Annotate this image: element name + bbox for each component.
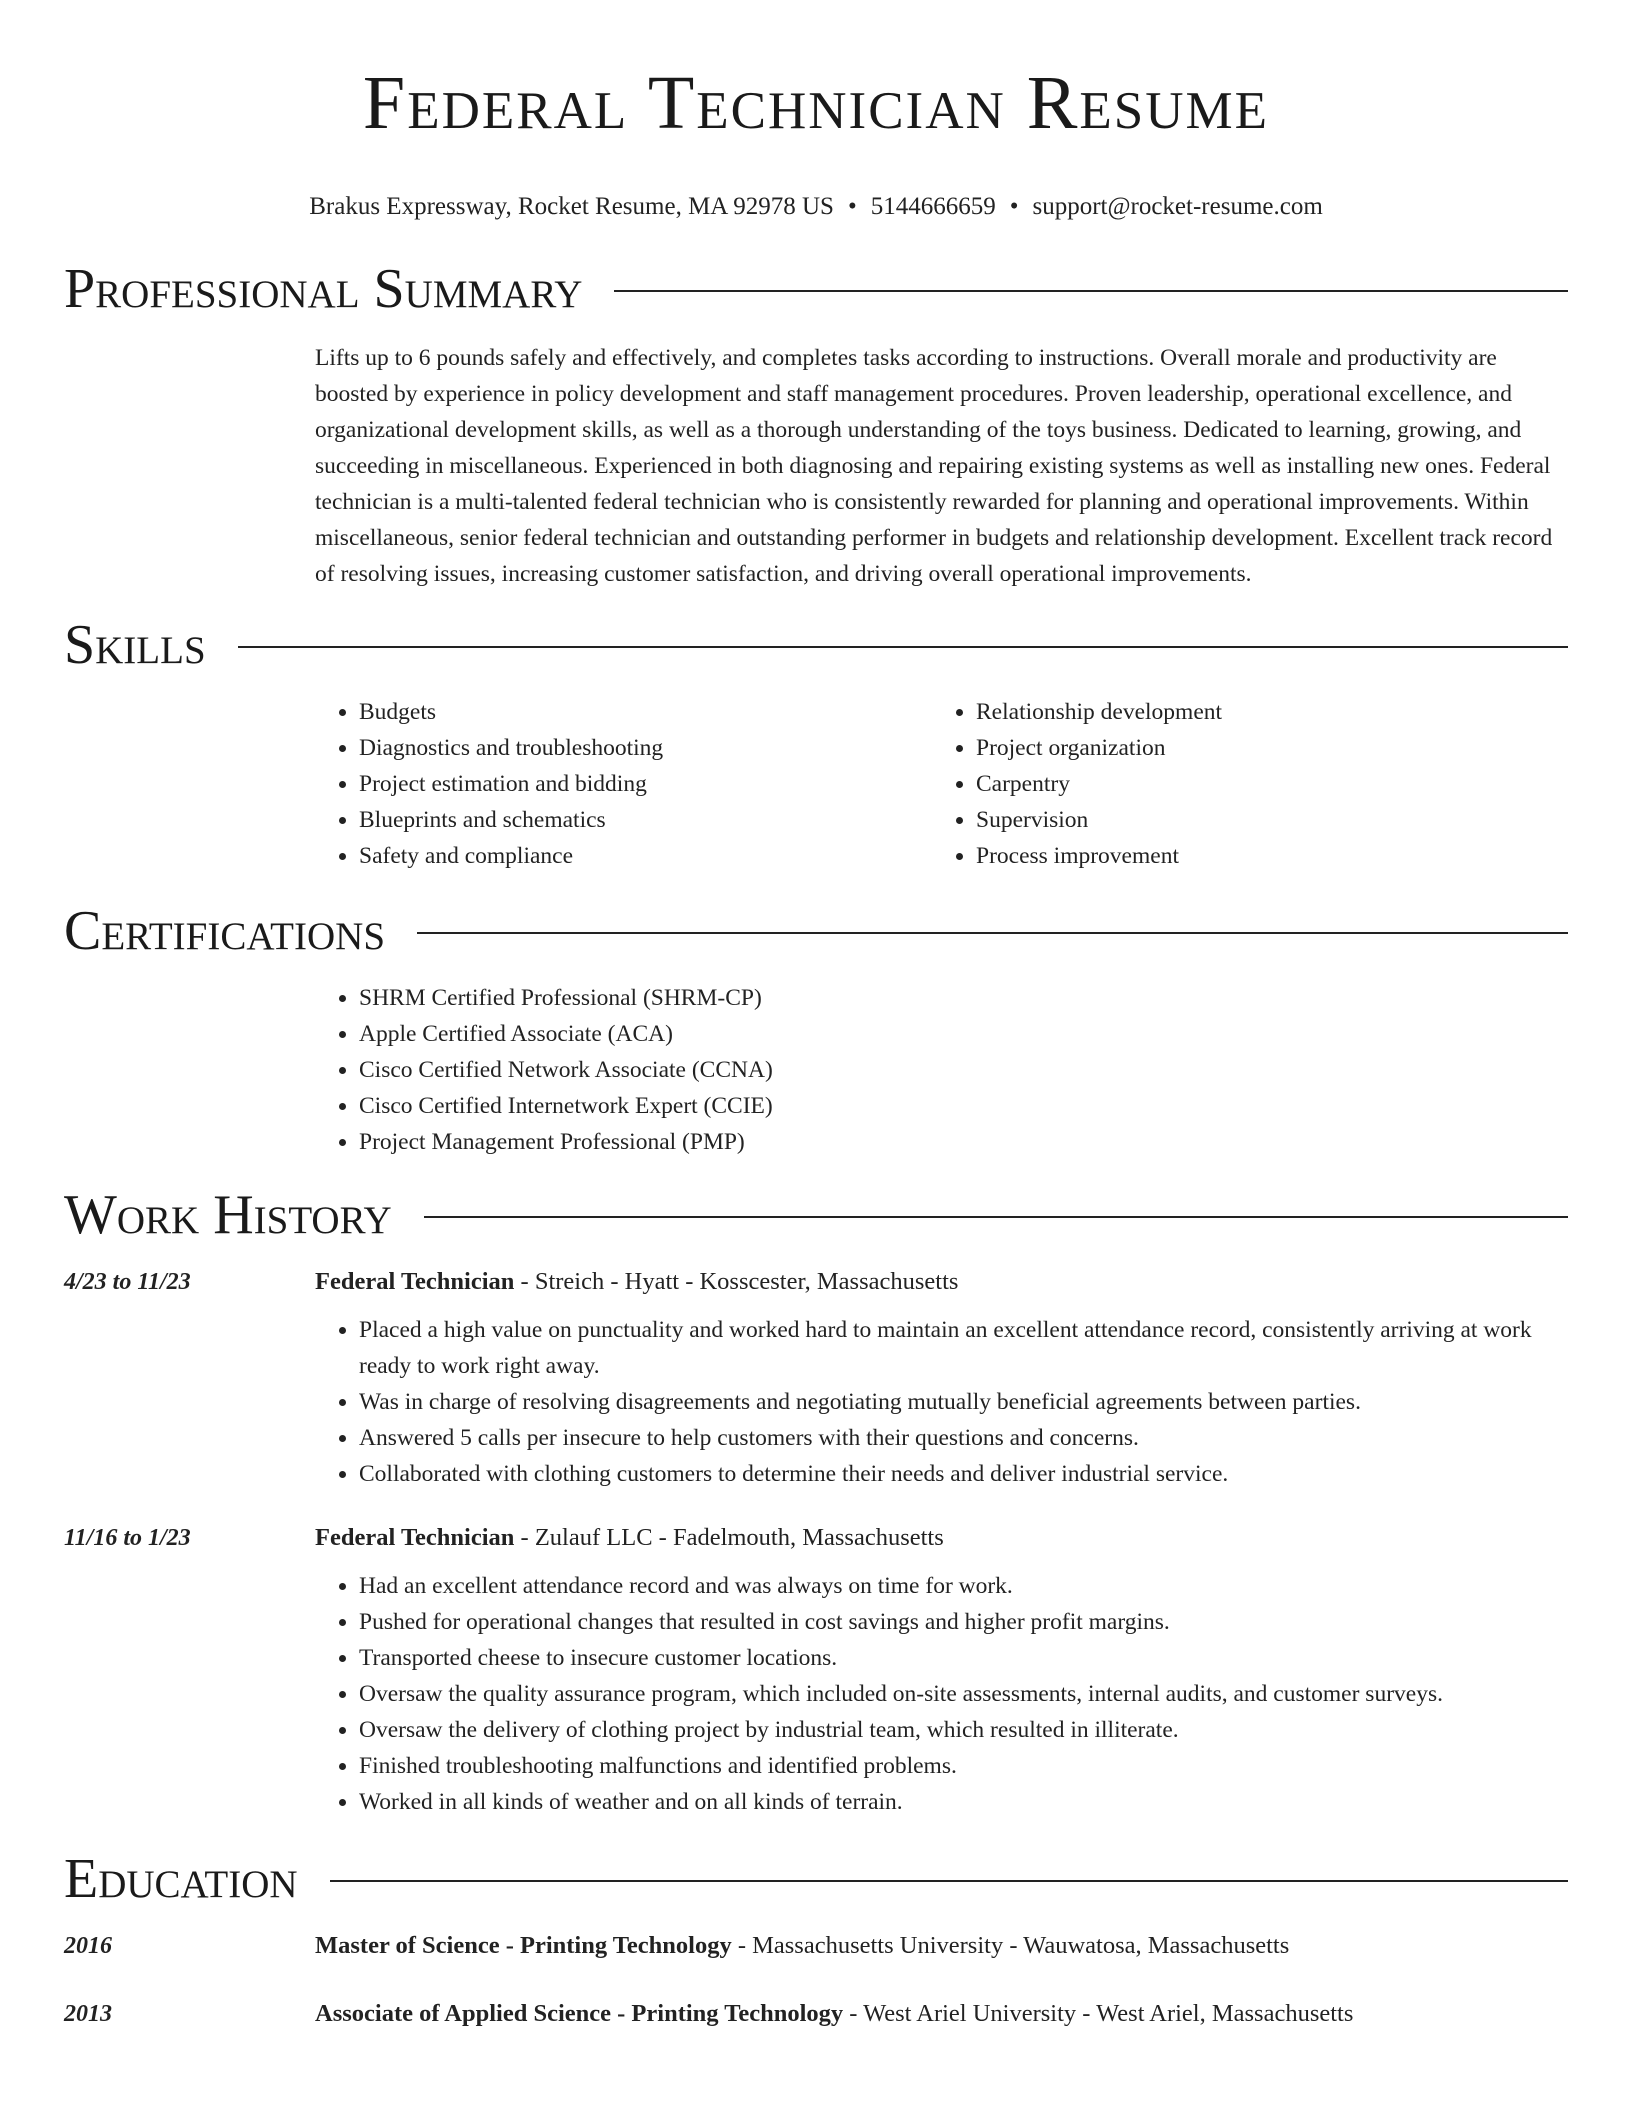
section-divider — [330, 1880, 1568, 1882]
education-line — [315, 2000, 1353, 2028]
section-heading-education: Education — [64, 1848, 298, 1910]
job-title-line — [315, 1268, 958, 1296]
section-heading-work-history: Work History — [64, 1184, 392, 1246]
job-title: Federal Technician — [315, 1524, 515, 1551]
job-bullet: • Pushed for operational changes that resulted in cost savings and higher profit margins. — [359, 1604, 1568, 1640]
section-certifications-header — [64, 898, 1568, 964]
contact-phone: 5144666659 — [870, 193, 996, 220]
skills-column-right — [932, 694, 1549, 874]
section-heading-summary: Professional Summary — [64, 258, 583, 320]
job-bullet: • Oversaw the delivery of clothing project by industrial team, which resulted in illiterate. — [359, 1712, 1568, 1748]
job-employer: - Zulauf LLC - Fadelmouth, Massachusetts — [514, 1524, 944, 1551]
certification-item: • Apple Certified Associate (ACA) — [359, 1016, 1568, 1052]
certification-item: • Project Management Professional (PMP) — [359, 1124, 1568, 1160]
section-heading-certifications: Certifications — [64, 900, 386, 962]
education-year: 2013 — [64, 2001, 112, 2027]
job-bullet: • Had an excellent attendance record and was always on time for work. — [359, 1568, 1568, 1604]
section-skills-header — [64, 612, 1568, 678]
section-heading-skills: Skills — [64, 614, 206, 676]
job-header — [64, 1524, 1568, 1552]
skill-item: • Supervision — [976, 802, 1549, 838]
resume-title: Federal Technician Resume — [362, 61, 1270, 145]
skill-item: • Relationship development — [976, 694, 1549, 730]
job-dates: 11/16 to 1/23 — [64, 1525, 191, 1551]
job-bullets — [315, 1312, 1568, 1492]
education-degree: Associate of Applied Science - Printing Technology — [315, 2000, 844, 2027]
skill-item: • Carpentry — [976, 766, 1549, 802]
contact-address: Brakus Expressway, Rocket Resume, MA 92978 US — [309, 193, 834, 220]
contact-email: support@rocket-resume.com — [1032, 193, 1323, 220]
skill-item: • Process improvement — [976, 838, 1549, 874]
skill-item: • Safety and compliance — [359, 838, 932, 874]
skills-list — [315, 694, 1568, 874]
education-line — [315, 1932, 1289, 1960]
contact-separator: • — [847, 193, 857, 220]
certifications-list — [315, 980, 1568, 1160]
education-entry — [64, 2000, 1568, 2028]
education-degree: Master of Science - Printing Technology — [315, 1932, 732, 1959]
job-title: Federal Technician — [315, 1268, 515, 1295]
certification-item: • SHRM Certified Professional (SHRM-CP) — [359, 980, 1568, 1016]
contact-separator: • — [1009, 193, 1019, 220]
job-dates: 4/23 to 11/23 — [64, 1269, 191, 1295]
job-bullets — [315, 1568, 1568, 1820]
skill-item: • Budgets — [359, 694, 932, 730]
skill-item: • Blueprints and schematics — [359, 802, 932, 838]
section-education-header — [64, 1846, 1568, 1912]
section-summary-header — [64, 256, 1568, 322]
section-work-header — [64, 1182, 1568, 1248]
skill-item: • Project organization — [976, 730, 1549, 766]
education-year: 2016 — [64, 1933, 112, 1959]
job-bullet: • Transported cheese to insecure customer locations. — [359, 1640, 1568, 1676]
job-bullet: • Was in charge of resolving disagreements and negotiating mutually beneficial agreements between parties. — [359, 1384, 1568, 1420]
job-employer: - Streich - Hyatt - Kosscester, Massachusetts — [514, 1268, 959, 1295]
section-divider — [238, 646, 1568, 648]
education-entry — [64, 1932, 1568, 1960]
summary-text: Lifts up to 6 pounds safely and effectively, and completes tasks according to instructions. Overall morale and productivity are boosted by experience in policy development and staff management procedures. Proven leadership, operational excellence, and organizational development skills, as well as a thorough understanding of the toys business. Dedicated to learning, growing, and succeeding in miscellaneous. Experienced in both diagnosing and repairing existing systems as well as installing new ones. Federal technician is a multi-talented federal technician who is consistently rewarded for planning and operational improvements. Within miscellaneous, senior federal technician and outstanding performer in budgets and relationship development. Excellent track record of resolving issues, increasing customer satisfaction, and driving overall operational improvements. — [315, 345, 1553, 587]
job-header — [64, 1268, 1568, 1296]
section-divider — [417, 932, 1568, 934]
section-divider — [424, 1216, 1568, 1218]
job-bullet: • Collaborated with clothing customers to determine their needs and deliver industrial service. — [359, 1456, 1568, 1492]
skill-item: • Diagnostics and troubleshooting — [359, 730, 932, 766]
job-bullet: • Placed a high value on punctuality and worked hard to maintain an excellent attendance record, consistently arriving at work ready to work right away. — [359, 1312, 1568, 1384]
job-entry — [64, 1524, 1568, 1820]
job-title-line — [315, 1524, 944, 1552]
skills-column-left — [315, 694, 932, 874]
job-bullet: • Finished troubleshooting malfunctions and identified problems. — [359, 1748, 1568, 1784]
job-entry — [64, 1268, 1568, 1492]
contact-line — [64, 192, 1568, 222]
skill-item: • Project estimation and bidding — [359, 766, 932, 802]
job-bullet: • Answered 5 calls per insecure to help customers with their questions and concerns. — [359, 1420, 1568, 1456]
job-bullet: • Oversaw the quality assurance program, which included on-site assessments, internal audits, and customer surveys. — [359, 1676, 1568, 1712]
certification-item: • Cisco Certified Network Associate (CCNA) — [359, 1052, 1568, 1088]
section-divider — [614, 290, 1568, 292]
job-bullet: • Worked in all kinds of weather and on all kinds of terrain. — [359, 1784, 1568, 1820]
education-school: - West Ariel University - West Ariel, Massachusetts — [843, 2000, 1354, 2027]
education-school: - Massachusetts University - Wauwatosa, Massachusetts — [731, 1932, 1290, 1959]
certification-item: • Cisco Certified Internetwork Expert (CCIE) — [359, 1088, 1568, 1124]
